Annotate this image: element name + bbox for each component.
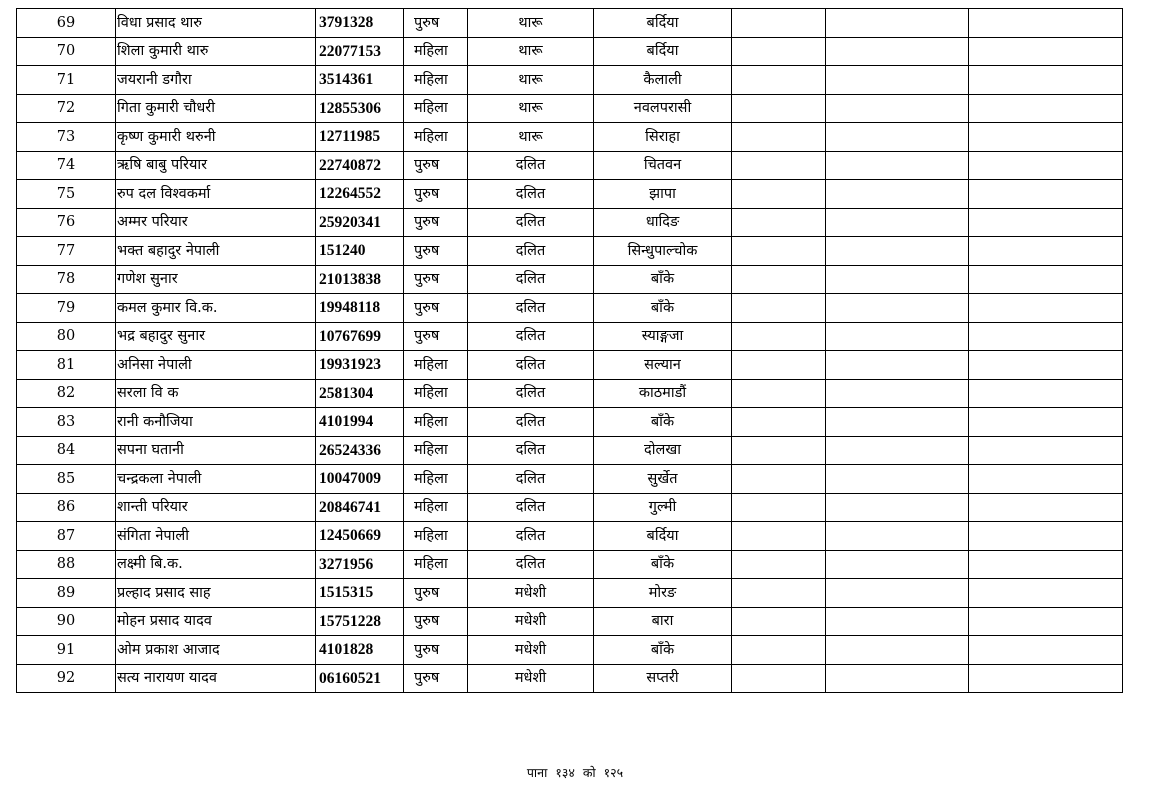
id-number-cell: 3514361	[316, 66, 404, 95]
id-number-cell: 25920341	[316, 208, 404, 237]
name-cell: भद्र बहादुर सुनार	[116, 322, 316, 351]
table-row	[17, 436, 1123, 465]
empty-cell	[969, 351, 1123, 380]
id-number-cell: 26524336	[316, 436, 404, 465]
name-cell: भक्त बहादुर नेपाली	[116, 237, 316, 266]
serial-number-cell: 83	[17, 408, 116, 437]
empty-cell	[826, 37, 969, 66]
gender-cell: पुरुष	[404, 579, 468, 608]
table-row	[17, 408, 1123, 437]
gender-cell: महिला	[404, 436, 468, 465]
serial-number-cell: 76	[17, 208, 116, 237]
empty-cell	[826, 636, 969, 665]
district-cell: मोरङ	[594, 579, 732, 608]
table-row	[17, 636, 1123, 665]
empty-cell	[969, 607, 1123, 636]
serial-number-cell: 74	[17, 151, 116, 180]
empty-cell	[826, 522, 969, 551]
name-cell: गणेश सुनार	[116, 265, 316, 294]
id-number-cell: 19948118	[316, 294, 404, 323]
empty-cell	[732, 579, 826, 608]
empty-cell	[732, 436, 826, 465]
empty-cell	[969, 579, 1123, 608]
table-row	[17, 607, 1123, 636]
district-cell: चितवन	[594, 151, 732, 180]
gender-cell: पुरुष	[404, 607, 468, 636]
table-row	[17, 579, 1123, 608]
empty-cell	[969, 123, 1123, 152]
empty-cell	[732, 607, 826, 636]
district-cell: बाँके	[594, 550, 732, 579]
serial-number-cell: 70	[17, 37, 116, 66]
district-cell: बाँके	[594, 408, 732, 437]
empty-cell	[826, 265, 969, 294]
table-row	[17, 522, 1123, 551]
name-cell: अनिसा नेपाली	[116, 351, 316, 380]
serial-number-cell: 87	[17, 522, 116, 551]
serial-number-cell: 75	[17, 180, 116, 209]
empty-cell	[969, 493, 1123, 522]
gender-cell: पुरुष	[404, 636, 468, 665]
empty-cell	[969, 237, 1123, 266]
empty-cell	[826, 322, 969, 351]
gender-cell: पुरुष	[404, 294, 468, 323]
gender-cell: महिला	[404, 351, 468, 380]
empty-cell	[969, 66, 1123, 95]
district-cell: सुर्खेत	[594, 465, 732, 494]
empty-cell	[826, 579, 969, 608]
id-number-cell: 22740872	[316, 151, 404, 180]
group-cell: थारू	[468, 66, 594, 95]
district-cell: सप्तरी	[594, 664, 732, 693]
id-number-cell: 22077153	[316, 37, 404, 66]
empty-cell	[826, 408, 969, 437]
group-cell: दलित	[468, 208, 594, 237]
group-cell: थारू	[468, 9, 594, 38]
serial-number-cell: 80	[17, 322, 116, 351]
gender-cell: पुरुष	[404, 322, 468, 351]
candidate-list-table	[16, 8, 1123, 693]
table-row	[17, 379, 1123, 408]
group-cell: दलित	[468, 522, 594, 551]
empty-cell	[826, 550, 969, 579]
gender-cell: महिला	[404, 37, 468, 66]
gender-cell: महिला	[404, 522, 468, 551]
district-cell: सिन्धुपाल्चोक	[594, 237, 732, 266]
table-row	[17, 180, 1123, 209]
empty-cell	[826, 180, 969, 209]
name-cell: जयरानी डगौरा	[116, 66, 316, 95]
group-cell: मधेशी	[468, 579, 594, 608]
empty-cell	[969, 37, 1123, 66]
serial-number-cell: 77	[17, 237, 116, 266]
group-cell: दलित	[468, 379, 594, 408]
serial-number-cell: 79	[17, 294, 116, 323]
name-cell: चन्द्रकला नेपाली	[116, 465, 316, 494]
gender-cell: महिला	[404, 94, 468, 123]
empty-cell	[732, 351, 826, 380]
empty-cell	[826, 493, 969, 522]
serial-number-cell: 78	[17, 265, 116, 294]
id-number-cell: 12711985	[316, 123, 404, 152]
empty-cell	[969, 550, 1123, 579]
name-cell: ऋषि बाबु परियार	[116, 151, 316, 180]
empty-cell	[732, 9, 826, 38]
id-number-cell: 12450669	[316, 522, 404, 551]
empty-cell	[969, 664, 1123, 693]
empty-cell	[732, 123, 826, 152]
group-cell: मधेशी	[468, 664, 594, 693]
empty-cell	[969, 9, 1123, 38]
name-cell: प्रल्हाद प्रसाद साह	[116, 579, 316, 608]
serial-number-cell: 81	[17, 351, 116, 380]
table-row	[17, 322, 1123, 351]
district-cell: स्याङ्गजा	[594, 322, 732, 351]
district-cell: बर्दिया	[594, 37, 732, 66]
page-footer	[0, 764, 1150, 781]
serial-number-cell: 69	[17, 9, 116, 38]
name-cell: रुप दल विश्वकर्मा	[116, 180, 316, 209]
empty-cell	[969, 465, 1123, 494]
table-row	[17, 493, 1123, 522]
district-cell: बाँके	[594, 294, 732, 323]
empty-cell	[732, 522, 826, 551]
group-cell: दलित	[468, 322, 594, 351]
name-cell: संगिता नेपाली	[116, 522, 316, 551]
id-number-cell: 06160521	[316, 664, 404, 693]
table-row	[17, 664, 1123, 693]
name-cell: सरला वि क	[116, 379, 316, 408]
id-number-cell: 4101994	[316, 408, 404, 437]
table-body	[17, 9, 1123, 693]
gender-cell: महिला	[404, 123, 468, 152]
id-number-cell: 10047009	[316, 465, 404, 494]
empty-cell	[732, 408, 826, 437]
empty-cell	[732, 379, 826, 408]
empty-cell	[826, 664, 969, 693]
name-cell: अम्मर परियार	[116, 208, 316, 237]
name-cell: लक्ष्मी बि.क.	[116, 550, 316, 579]
empty-cell	[826, 607, 969, 636]
group-cell: दलित	[468, 408, 594, 437]
name-cell: गिता कुमारी चौधरी	[116, 94, 316, 123]
table-row	[17, 265, 1123, 294]
serial-number-cell: 82	[17, 379, 116, 408]
empty-cell	[826, 94, 969, 123]
table-row	[17, 66, 1123, 95]
district-cell: दोलखा	[594, 436, 732, 465]
current-page-number: १३४	[555, 765, 575, 780]
id-number-cell: 15751228	[316, 607, 404, 636]
empty-cell	[826, 379, 969, 408]
gender-cell: पुरुष	[404, 208, 468, 237]
group-cell: दलित	[468, 465, 594, 494]
empty-cell	[826, 351, 969, 380]
empty-cell	[969, 522, 1123, 551]
district-cell: सल्यान	[594, 351, 732, 380]
id-number-cell: 4101828	[316, 636, 404, 665]
empty-cell	[732, 493, 826, 522]
serial-number-cell: 84	[17, 436, 116, 465]
empty-cell	[732, 237, 826, 266]
page-word: पाना	[526, 765, 548, 780]
gender-cell: महिला	[404, 550, 468, 579]
id-number-cell: 3271956	[316, 550, 404, 579]
table-row	[17, 151, 1123, 180]
empty-cell	[826, 237, 969, 266]
name-cell: सपना घतानी	[116, 436, 316, 465]
group-cell: दलित	[468, 237, 594, 266]
empty-cell	[826, 208, 969, 237]
group-cell: मधेशी	[468, 607, 594, 636]
serial-number-cell: 86	[17, 493, 116, 522]
gender-cell: महिला	[404, 408, 468, 437]
empty-cell	[826, 123, 969, 152]
empty-cell	[732, 265, 826, 294]
gender-cell: पुरुष	[404, 237, 468, 266]
empty-cell	[969, 436, 1123, 465]
gender-cell: पुरुष	[404, 151, 468, 180]
empty-cell	[969, 265, 1123, 294]
name-cell: शान्ती परियार	[116, 493, 316, 522]
id-number-cell: 21013838	[316, 265, 404, 294]
id-number-cell: 19931923	[316, 351, 404, 380]
group-cell: दलित	[468, 151, 594, 180]
table-row	[17, 208, 1123, 237]
district-cell: कैलाली	[594, 66, 732, 95]
name-cell: विधा प्रसाद थारु	[116, 9, 316, 38]
group-cell: दलित	[468, 351, 594, 380]
table-row	[17, 550, 1123, 579]
name-cell: कमल कुमार वि.क.	[116, 294, 316, 323]
name-cell: शिला कुमारी थारु	[116, 37, 316, 66]
id-number-cell: 151240	[316, 237, 404, 266]
table-row	[17, 94, 1123, 123]
total-pages-number: १२५	[603, 765, 624, 780]
empty-cell	[732, 208, 826, 237]
empty-cell	[732, 94, 826, 123]
id-number-cell: 12264552	[316, 180, 404, 209]
id-number-cell: 12855306	[316, 94, 404, 123]
id-number-cell: 3791328	[316, 9, 404, 38]
of-word: को	[582, 765, 596, 780]
id-number-cell: 1515315	[316, 579, 404, 608]
district-cell: सिराहा	[594, 123, 732, 152]
serial-number-cell: 92	[17, 664, 116, 693]
group-cell: दलित	[468, 493, 594, 522]
empty-cell	[826, 465, 969, 494]
empty-cell	[732, 151, 826, 180]
group-cell: दलित	[468, 550, 594, 579]
empty-cell	[826, 436, 969, 465]
empty-cell	[826, 66, 969, 95]
district-cell: काठमाडौं	[594, 379, 732, 408]
empty-cell	[969, 379, 1123, 408]
group-cell: थारू	[468, 123, 594, 152]
table-row	[17, 351, 1123, 380]
empty-cell	[732, 37, 826, 66]
table-row	[17, 9, 1123, 38]
table-row	[17, 123, 1123, 152]
group-cell: दलित	[468, 436, 594, 465]
empty-cell	[969, 408, 1123, 437]
group-cell: दलित	[468, 265, 594, 294]
empty-cell	[969, 636, 1123, 665]
empty-cell	[969, 322, 1123, 351]
group-cell: थारू	[468, 37, 594, 66]
district-cell: गुल्मी	[594, 493, 732, 522]
district-cell: नवलपरासी	[594, 94, 732, 123]
empty-cell	[826, 151, 969, 180]
empty-cell	[732, 636, 826, 665]
name-cell: मोहन प्रसाद यादव	[116, 607, 316, 636]
empty-cell	[969, 180, 1123, 209]
id-number-cell: 2581304	[316, 379, 404, 408]
district-cell: बर्दिया	[594, 9, 732, 38]
gender-cell: महिला	[404, 493, 468, 522]
serial-number-cell: 89	[17, 579, 116, 608]
district-cell: बारा	[594, 607, 732, 636]
gender-cell: पुरुष	[404, 664, 468, 693]
empty-cell	[732, 322, 826, 351]
gender-cell: महिला	[404, 66, 468, 95]
empty-cell	[732, 294, 826, 323]
serial-number-cell: 88	[17, 550, 116, 579]
group-cell: मधेशी	[468, 636, 594, 665]
empty-cell	[969, 294, 1123, 323]
serial-number-cell: 90	[17, 607, 116, 636]
serial-number-cell: 73	[17, 123, 116, 152]
gender-cell: पुरुष	[404, 265, 468, 294]
empty-cell	[826, 9, 969, 38]
name-cell: सत्य नारायण यादव	[116, 664, 316, 693]
empty-cell	[826, 294, 969, 323]
serial-number-cell: 71	[17, 66, 116, 95]
id-number-cell: 10767699	[316, 322, 404, 351]
serial-number-cell: 91	[17, 636, 116, 665]
serial-number-cell: 72	[17, 94, 116, 123]
district-cell: धादिङ	[594, 208, 732, 237]
group-cell: दलित	[468, 294, 594, 323]
empty-cell	[732, 465, 826, 494]
empty-cell	[969, 94, 1123, 123]
empty-cell	[732, 66, 826, 95]
empty-cell	[732, 180, 826, 209]
district-cell: बाँके	[594, 265, 732, 294]
empty-cell	[732, 664, 826, 693]
district-cell: बर्दिया	[594, 522, 732, 551]
gender-cell: पुरुष	[404, 180, 468, 209]
empty-cell	[732, 550, 826, 579]
table-row	[17, 294, 1123, 323]
serial-number-cell: 85	[17, 465, 116, 494]
table-row	[17, 37, 1123, 66]
id-number-cell: 20846741	[316, 493, 404, 522]
name-cell: कृष्ण कुमारी थरुनी	[116, 123, 316, 152]
gender-cell: महिला	[404, 379, 468, 408]
gender-cell: महिला	[404, 465, 468, 494]
name-cell: ओम प्रकाश आजाद	[116, 636, 316, 665]
district-cell: बाँके	[594, 636, 732, 665]
table-row	[17, 465, 1123, 494]
empty-cell	[969, 208, 1123, 237]
name-cell: रानी कनौजिया	[116, 408, 316, 437]
district-cell: झापा	[594, 180, 732, 209]
empty-cell	[969, 151, 1123, 180]
table-row	[17, 237, 1123, 266]
group-cell: दलित	[468, 180, 594, 209]
gender-cell: पुरुष	[404, 9, 468, 38]
group-cell: थारू	[468, 94, 594, 123]
